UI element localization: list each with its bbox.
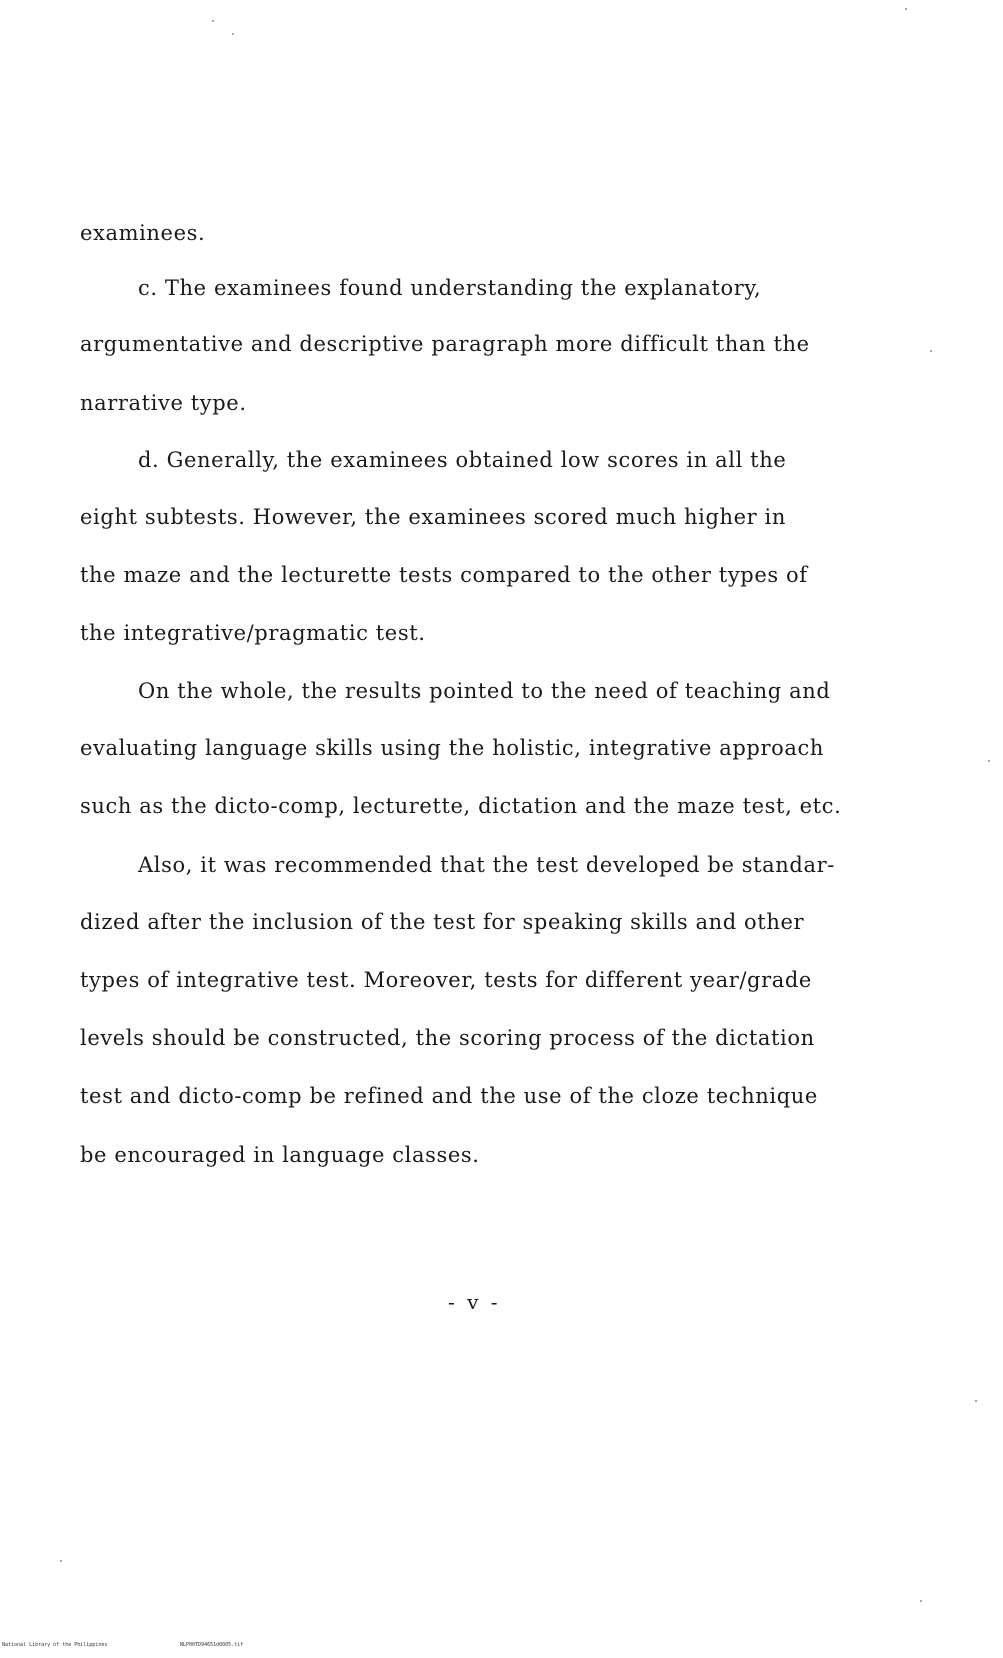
text-line: be encouraged in language classes. <box>80 1143 480 1167</box>
text-line: the integrative/pragmatic test. <box>80 621 426 645</box>
text-line: d. Generally, the examinees obtained low scores in all the <box>138 448 787 472</box>
scan-speck <box>930 350 932 352</box>
text-line: types of integrative test. Moreover, tests for different year/grade <box>80 968 812 992</box>
scan-speck <box>988 760 990 762</box>
scan-speck <box>232 33 234 35</box>
scan-speck <box>212 20 214 22</box>
scan-speck <box>905 8 907 10</box>
text-line: dized after the inclusion of the test for speaking skills and other <box>80 910 805 934</box>
text-line: On the whole, the results pointed to the need of teaching and <box>138 679 831 703</box>
scan-speck <box>60 1560 62 1562</box>
text-line: eight subtests. However, the examinees scored much higher in <box>80 505 786 529</box>
scan-speck <box>920 1600 922 1602</box>
text-line: narrative type. <box>80 391 247 415</box>
text-line: argumentative and descriptive paragraph more difficult than the <box>80 332 810 356</box>
text-line: the maze and the lecturette tests compared to the other types of <box>80 563 808 587</box>
scan-speck <box>975 1400 977 1402</box>
text-line: such as the dicto-comp, lecturette, dictation and the maze test, etc. <box>80 794 842 818</box>
page-number: - v - <box>448 1290 501 1314</box>
text-line: examinees. <box>80 221 206 245</box>
footer-filename: NLP00TD94651d0005.tif <box>180 1642 244 1648</box>
text-line: c. The examinees found understanding the explanatory, <box>138 276 762 300</box>
text-line: Also, it was recommended that the test developed be standar- <box>138 853 835 877</box>
text-line: evaluating language skills using the holistic, integrative approach <box>80 736 824 760</box>
footer-source: National Library of the Philippines <box>2 1642 108 1648</box>
text-line: levels should be constructed, the scoring process of the dictation <box>80 1026 815 1050</box>
text-line: test and dicto-comp be refined and the use of the cloze technique <box>80 1084 818 1108</box>
